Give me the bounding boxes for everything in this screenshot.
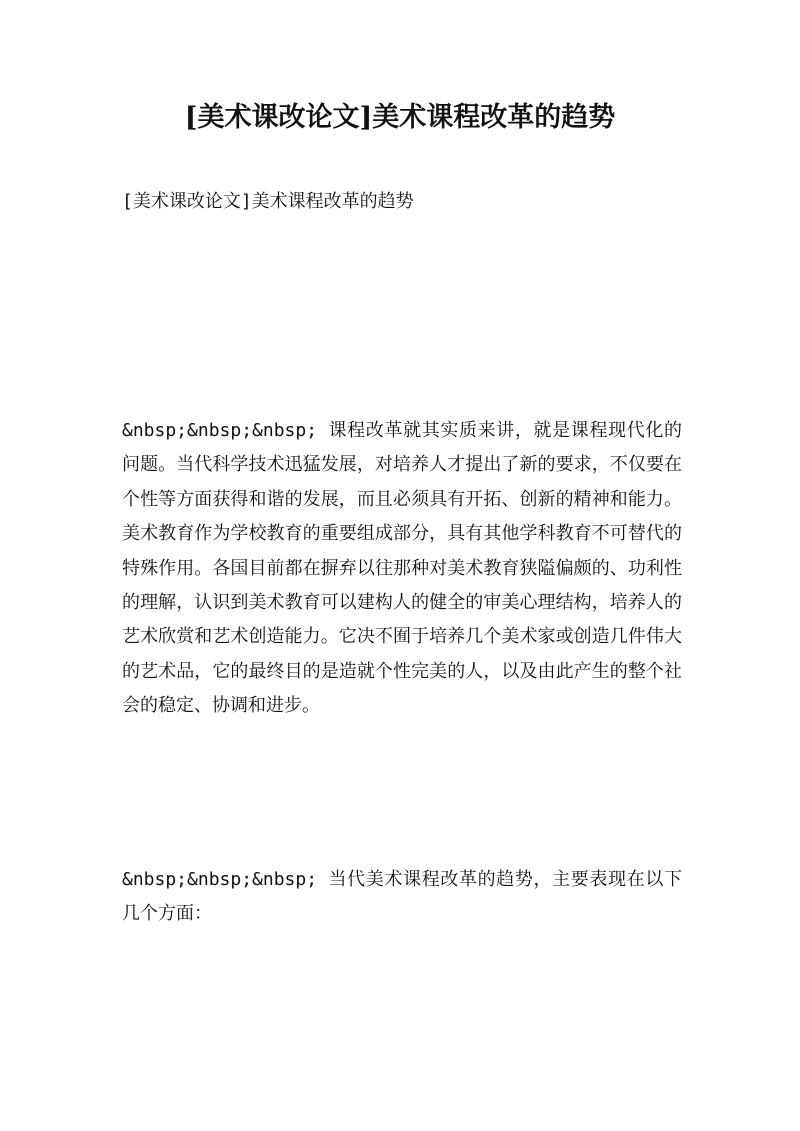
- document-subtitle: [美术课改论文]美术课程改革的趋势: [122, 191, 414, 212]
- document-title: [美术课改论文]美术课程改革的趋势: [184, 102, 616, 133]
- body-paragraph-1: &nbsp;&nbsp;&nbsp; 课程改革就其实质来讲，就是课程现代化的问题。当代科学技术迅猛发展，对培养人才提出了新的要求，不仅要在个性等方面获得和谐的发展，而且必须具有开拓、创新的精神和能力。美术教育作为学校教育的重要组成部分，具有其他学科教育不可替代的特殊作用。各国目前都在摒弃以往那种对美术教育狭隘偏颇的、功利性的理解，认识到美术教育可以建构人的健全的审美心理结构，培养人的艺术欣赏和艺术创造能力。它决不囿于培养几个美术家或创造几件伟大的艺术品，它的最终目的是造就个性完美的人，以及由此产生的整个社会的稳定、协调和进步。: [122, 420, 682, 717]
- body-paragraph-2: &nbsp;&nbsp;&nbsp; 当代美术课程改革的趋势，主要表现在以下几个方面：: [122, 869, 682, 925]
